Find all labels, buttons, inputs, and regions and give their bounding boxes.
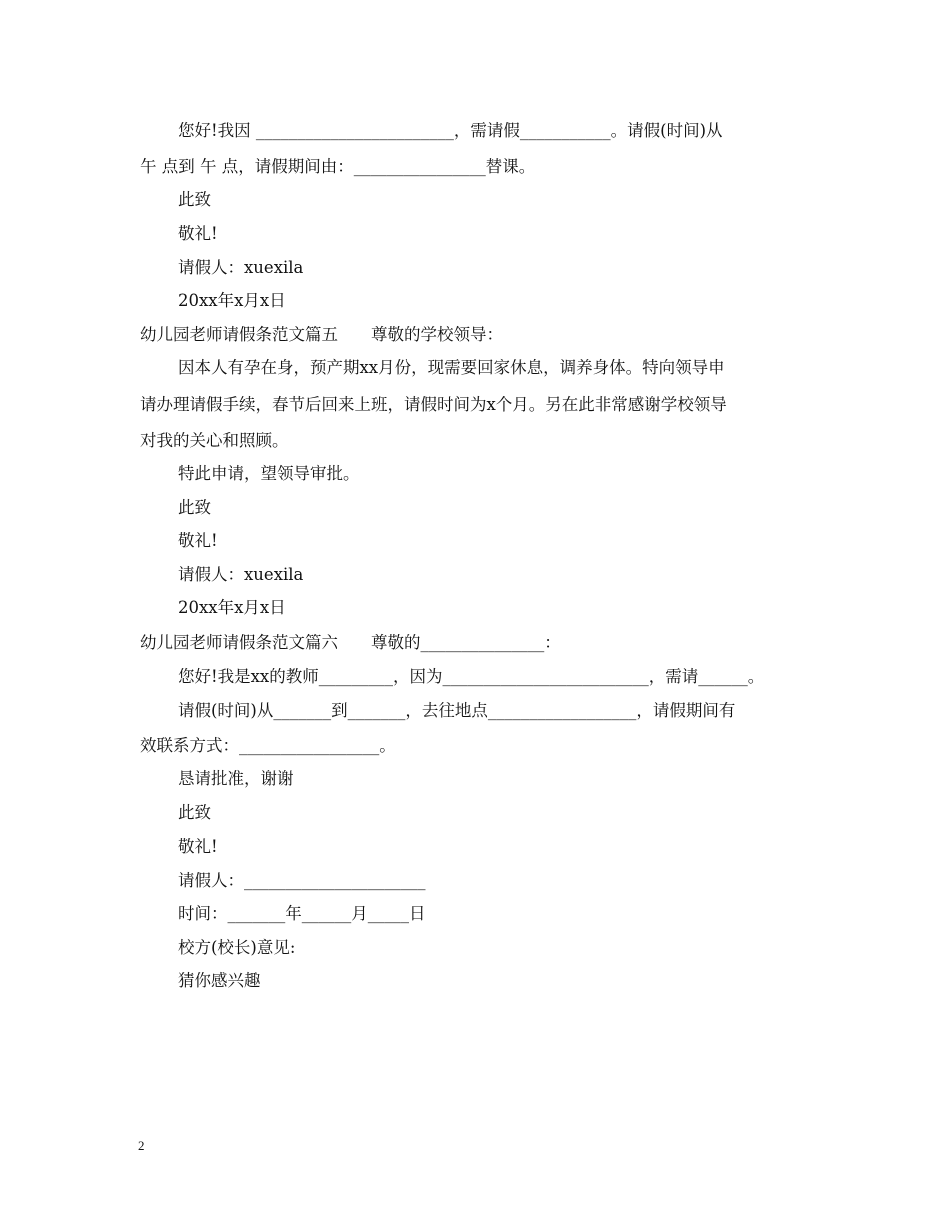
text-line: 请办理请假手续，春节后回来上班，请假时间为x个月。另在此非常感谢学校领导: [140, 395, 727, 414]
text-line: 敬礼!: [178, 837, 218, 856]
text-line: 对我的关心和照顾。: [140, 431, 289, 450]
text-line: 午 点到 午 点，请假期间由：________________替课。: [140, 157, 536, 176]
text-line: 此致: [178, 498, 211, 517]
section-heading: 幼儿园老师请假条范文篇五 尊敬的学校领导：: [140, 325, 503, 344]
text-line: 您好!我因 ________________________，需请假___________。请假(时间)从: [178, 121, 723, 140]
text-line: 请假人：xuexila: [178, 258, 304, 277]
text-line: 此致: [178, 803, 211, 822]
text-line: 20xx年x月x日: [178, 598, 286, 617]
text-line: 特此申请，望领导审批。: [178, 464, 360, 483]
text-line: 请假人：xuexila: [178, 565, 304, 584]
page-number: 2: [138, 1138, 145, 1153]
text-line: 敬礼!: [178, 224, 218, 243]
text-line: 敬礼!: [178, 531, 218, 550]
text-line: 恳请批准，谢谢: [178, 769, 294, 788]
text-line: 此致: [178, 190, 211, 209]
text-line: 校方(校长)意见:: [178, 938, 296, 957]
text-line: 您好!我是xx的教师_________，因为_________________________，需请______。: [178, 667, 765, 686]
text-line: 时间：_______年______月_____日: [178, 904, 426, 923]
section-heading: 幼儿园老师请假条范文篇六 尊敬的_______________：: [140, 633, 561, 652]
text-line: 请假人：______________________: [178, 871, 426, 890]
text-line: 因本人有孕在身，预产期xx月份，现需要回家休息，调养身体。特向领导申: [178, 358, 725, 377]
text-line: 效联系方式：_________________。: [140, 736, 396, 755]
related-heading: 猜你感兴趣: [178, 971, 261, 990]
text-line: 请假(时间)从_______到_______，去往地点__________________，请假期间有: [178, 701, 736, 720]
text-line: 20xx年x月x日: [178, 291, 286, 310]
